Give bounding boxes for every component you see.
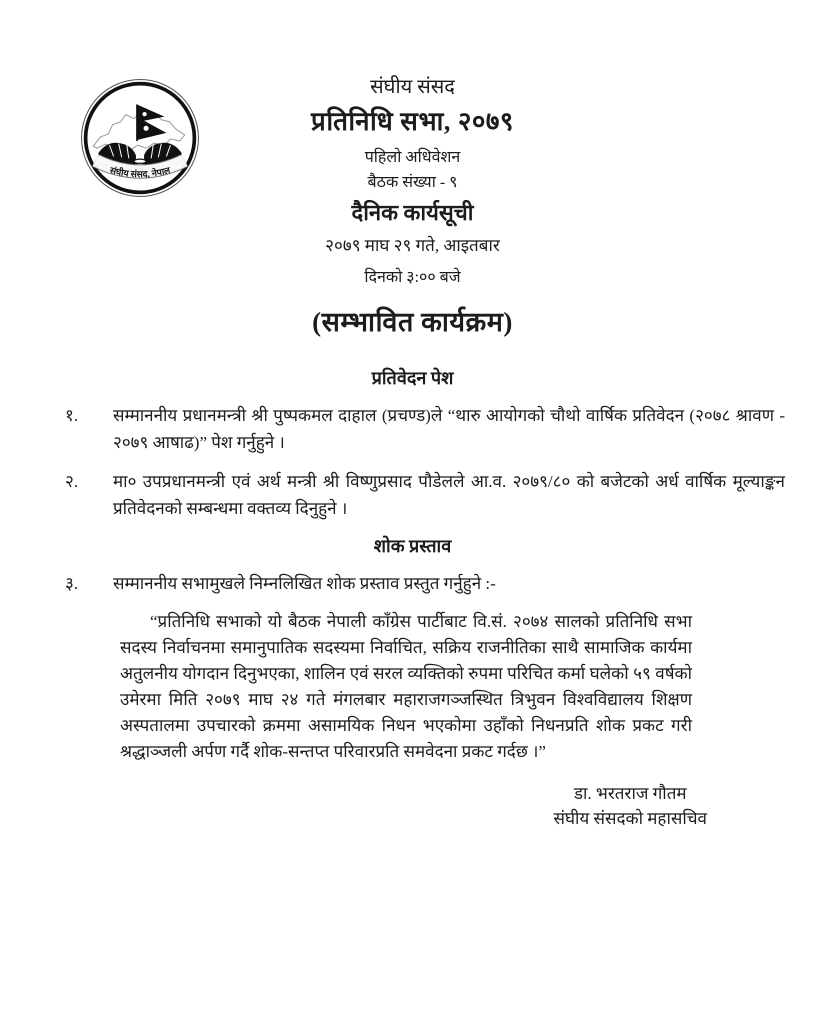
time-line: दिनको ३:०० बजे [364, 269, 461, 286]
agenda-item-text: मा० उपप्रधानमन्त्री एवं अर्थ मन्त्री श्री विष्णुप्रसाद पौडेलले आ.व. २०७९/८० को बजेटको अर्ध वार्षिक मूल्याङ्कन प्रतिवेदनको सम्बन्धमा वक्तव्य दिनुहुने । [113, 472, 785, 518]
meeting-number: बैठक संख्या - ९ [367, 174, 458, 191]
signature-block [0, 781, 707, 831]
agenda-item [65, 402, 785, 456]
emblem-ribbon-text: संघीय संसद, नेपाल [108, 165, 172, 180]
agenda-item [65, 468, 785, 522]
agenda-item-number: १. [65, 406, 79, 425]
doc-title: दैनिक कार्यसूची [351, 200, 474, 225]
signatory-name: डा. भरतराज गौतम [573, 784, 687, 803]
tentative-program: (सम्भावित कार्यक्रम) [312, 307, 513, 337]
parliament-emblem-icon [79, 77, 201, 199]
agenda-item [65, 570, 785, 597]
org-name: संघीय संसद [370, 76, 455, 98]
session-line: पहिलो अधिवेशन [364, 149, 461, 166]
section-heading-condolence: शोक प्रस्ताव [373, 536, 452, 556]
agenda-item-number: ३. [65, 574, 79, 593]
agenda-item-number: २. [65, 472, 79, 491]
condolence-paragraph: “प्रतिनिधि सभाको यो बैठक नेपाली काँग्रेस पार्टीबाट वि.सं. २०७४ सालको प्रतिनिधि सभा सदस्य निर्वाचनमा समानुपातिक सदस्यमा निर्वाचित, सक्रिय राजनीतिका साथै सामाजिक कार्यमा अतुलनीय योगदान दिनुभएका, शालिन एवं सरल व्यक्तिको रुपमा परिचित कर्मा घलेको ५९ वर्षको उमेरमा मिति २०७९ माघ २४ गते मंगलबार महाराजगञ्जस्थित त्रिभुवन विश्वविद्यालय शिक्षण अस्पतालमा उपचारको क्रममा असामयिक निधन भएकोमा उहाँको निधनप्रति शोक प्रकट गरी श्रद्धाञ्जली अर्पण गर्दै शोक-सन्तप्त परिवारप्रति समवेदना प्रकट गर्दछ ।” [120, 612, 692, 761]
agenda-item-text: सम्माननीय प्रधानमन्त्री श्री पुष्पकमल दाहाल (प्रचण्ड)ले “थारु आयोगको चौथो वार्षिक प्रतिवेदन (२०७८ श्रावण - २०७९ आषाढ)” पेश गर्नुहुने । [113, 406, 785, 452]
date-line: २०७९ माघ २९ गते, आइतबार [325, 236, 500, 255]
section-heading-report: प्रतिवेदन पेश [371, 368, 454, 388]
signatory-title: संघीय संसदको महासचिव [553, 809, 707, 828]
assembly-title: प्रतिनिधि सभा, २०७९ [311, 107, 514, 136]
agenda-item-text: सम्माननीय सभामुखले निम्नलिखित शोक प्रस्ताव प्रस्तुत गर्नुहुने :- [113, 574, 496, 593]
